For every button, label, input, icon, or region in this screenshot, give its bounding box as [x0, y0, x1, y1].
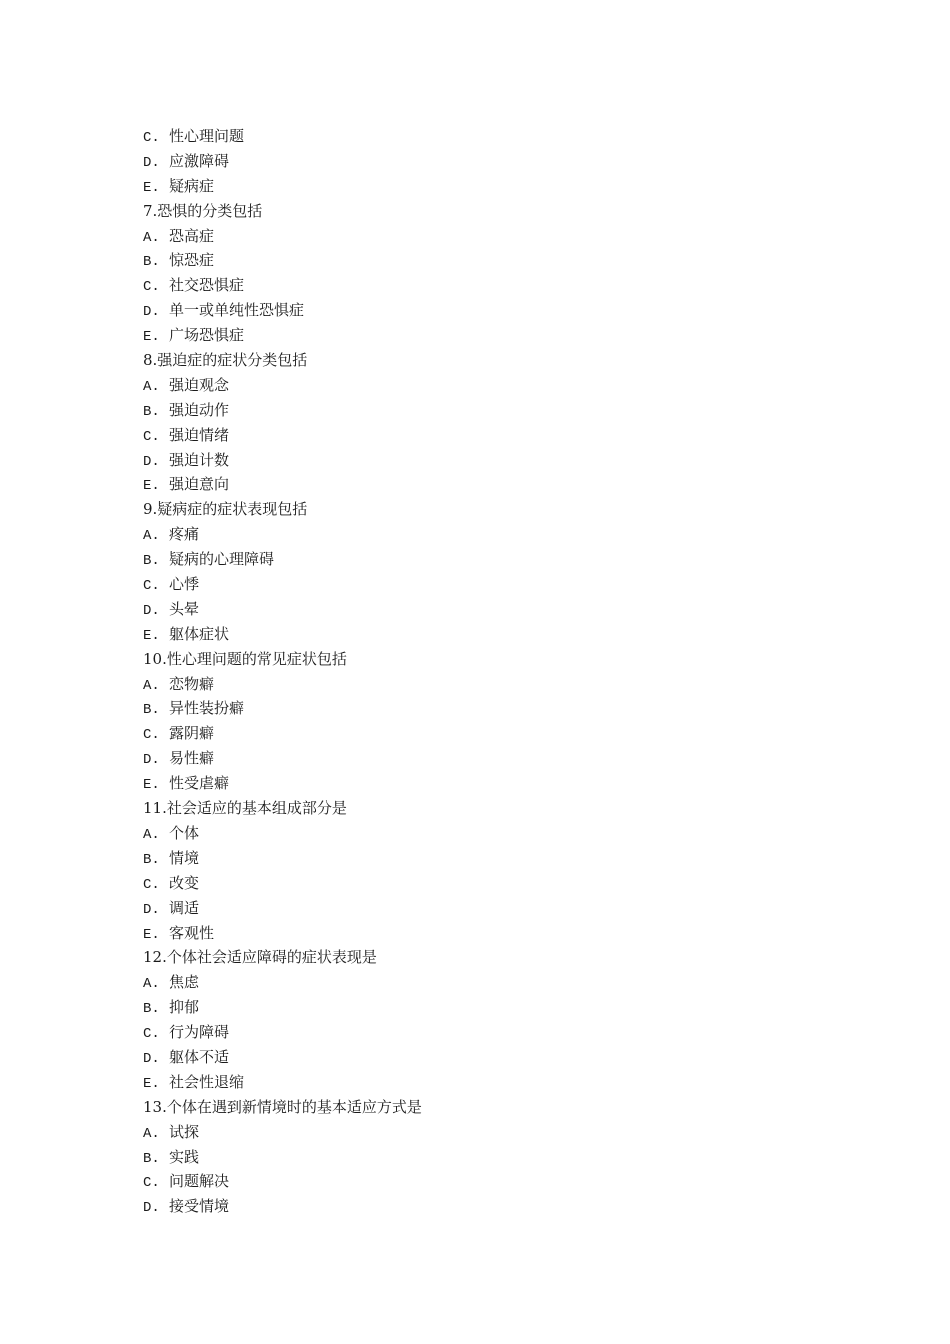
option-text: 躯体不适: [169, 1047, 230, 1066]
option-text: 强迫计数: [169, 450, 230, 469]
option-text: 易性癖: [169, 749, 215, 768]
option-item: [143, 1169, 843, 1194]
option-letter: D.: [143, 901, 160, 918]
option-item: [143, 672, 843, 697]
option-item: [143, 995, 843, 1020]
question-stem: 11.社会适应的基本组成部分是: [143, 799, 347, 818]
option-item: [143, 298, 843, 323]
option-letter: A.: [143, 229, 160, 246]
option-letter: C.: [143, 130, 160, 146]
option-letter: B.: [143, 1001, 160, 1018]
option-text: 强迫情绪: [169, 425, 230, 444]
option-letter: B.: [143, 403, 160, 420]
option-text: 应激障碍: [169, 151, 230, 170]
option-text: 疼痛: [169, 525, 200, 544]
option-item: [143, 174, 843, 199]
option-text: 心悸: [169, 575, 200, 594]
option-letter: E.: [143, 926, 160, 943]
option-letter: A.: [143, 826, 160, 843]
option-item: [143, 448, 843, 473]
option-item: [143, 547, 843, 572]
option-text: 社交恐惧症: [169, 276, 245, 295]
option-letter: E.: [143, 1075, 160, 1092]
option-letter: C.: [143, 727, 160, 744]
option-text: 情境: [169, 848, 200, 867]
option-item: [143, 224, 843, 249]
option-letter: D.: [143, 304, 160, 321]
option-text: 疑病症: [169, 176, 215, 195]
option-item: [143, 696, 843, 721]
option-letter: C.: [143, 1175, 160, 1192]
question-block: [143, 348, 843, 497]
option-letter: E.: [143, 329, 160, 346]
option-item: [143, 248, 843, 273]
option-item: [143, 1145, 843, 1170]
option-letter: E.: [143, 179, 160, 196]
option-text: 个体: [169, 823, 200, 842]
option-text: 惊恐症: [169, 251, 215, 270]
question-stem: 9.疑病症的症状表现包括: [143, 500, 308, 519]
option-text: 躯体症状: [169, 624, 230, 643]
option-letter: A.: [143, 528, 160, 545]
option-letter: A.: [143, 677, 160, 694]
option-item: [143, 124, 843, 149]
option-letter: D.: [143, 752, 160, 769]
question-stem: 13.个体在遇到新情境时的基本适应方式是: [143, 1097, 422, 1116]
option-letter: E.: [143, 777, 160, 794]
option-text: 试探: [169, 1122, 200, 1141]
option-text: 社会性退缩: [169, 1072, 245, 1091]
option-letter: A.: [143, 976, 160, 993]
option-text: 强迫动作: [169, 400, 230, 419]
option-text: 恐高症: [169, 226, 215, 245]
question-block: [143, 945, 843, 1094]
option-item: [143, 572, 843, 597]
option-text: 头晕: [169, 599, 200, 618]
option-item: [143, 821, 843, 846]
option-item: [143, 1045, 843, 1070]
question-list: [143, 199, 843, 1220]
option-text: 改变: [169, 873, 200, 892]
option-text: 问题解决: [169, 1172, 230, 1191]
option-letter: D.: [143, 1050, 160, 1067]
option-text: 抑郁: [169, 998, 200, 1017]
question-block: [143, 1095, 843, 1219]
option-letter: E.: [143, 627, 160, 644]
option-item: [143, 597, 843, 622]
option-item: [143, 423, 843, 448]
option-text: 实践: [169, 1147, 200, 1166]
question-stem: 8.强迫症的症状分类包括: [143, 351, 308, 370]
option-letter: A.: [143, 1125, 160, 1142]
option-letter: B.: [143, 254, 160, 271]
option-item: [143, 472, 843, 497]
option-text: 客观性: [169, 923, 215, 942]
option-letter: C.: [143, 428, 160, 445]
option-text: 疑病的心理障碍: [169, 550, 275, 569]
option-text: 异性装扮癖: [169, 699, 245, 718]
option-item: [143, 622, 843, 647]
option-letter: D.: [143, 154, 160, 171]
option-letter: C.: [143, 876, 160, 893]
option-item: [143, 1070, 843, 1095]
option-item: [143, 1020, 843, 1045]
option-text: 露阴癖: [169, 724, 215, 743]
option-text: 性受虐癖: [169, 774, 230, 793]
option-text: 焦虑: [169, 973, 200, 992]
option-letter: A.: [143, 378, 160, 395]
option-item: [143, 1194, 843, 1219]
question-stem: 7.恐惧的分类包括: [143, 201, 263, 220]
option-item: [143, 373, 843, 398]
question-block: [143, 647, 843, 796]
option-item: [143, 1120, 843, 1145]
option-item: [143, 398, 843, 423]
option-item: [143, 149, 843, 174]
option-item: [143, 323, 843, 348]
option-item: [143, 771, 843, 796]
option-letter: D.: [143, 1200, 160, 1217]
option-letter: B.: [143, 553, 160, 570]
option-letter: C.: [143, 1026, 160, 1043]
option-letter: C.: [143, 578, 160, 595]
option-item: [143, 846, 843, 871]
document-page: [143, 124, 843, 1219]
leading-options: [143, 124, 843, 199]
option-letter: C.: [143, 279, 160, 296]
option-item: [143, 871, 843, 896]
option-letter: D.: [143, 602, 160, 619]
question-block: [143, 199, 843, 348]
option-text: 接受情境: [169, 1197, 230, 1216]
option-text: 强迫意向: [169, 475, 230, 494]
option-text: 单一或单纯性恐惧症: [169, 301, 305, 320]
option-item: [143, 896, 843, 921]
question-stem: 10.性心理问题的常见症状包括: [143, 649, 347, 668]
option-letter: E.: [143, 478, 160, 495]
option-text: 性心理问题: [169, 127, 245, 145]
option-letter: B.: [143, 1150, 160, 1167]
option-letter: B.: [143, 702, 160, 719]
question-block: [143, 796, 843, 945]
option-text: 恋物癖: [169, 674, 215, 693]
option-item: [143, 970, 843, 995]
option-letter: D.: [143, 453, 160, 470]
option-item: [143, 273, 843, 298]
question-block: [143, 497, 843, 646]
option-item: [143, 746, 843, 771]
option-text: 行为障碍: [169, 1023, 230, 1042]
option-text: 强迫观念: [169, 375, 230, 394]
question-stem: 12.个体社会适应障碍的症状表现是: [143, 948, 377, 967]
option-item: [143, 522, 843, 547]
option-letter: B.: [143, 851, 160, 868]
option-item: [143, 721, 843, 746]
option-text: 广场恐惧症: [169, 326, 245, 345]
option-item: [143, 921, 843, 946]
option-text: 调适: [169, 898, 200, 917]
